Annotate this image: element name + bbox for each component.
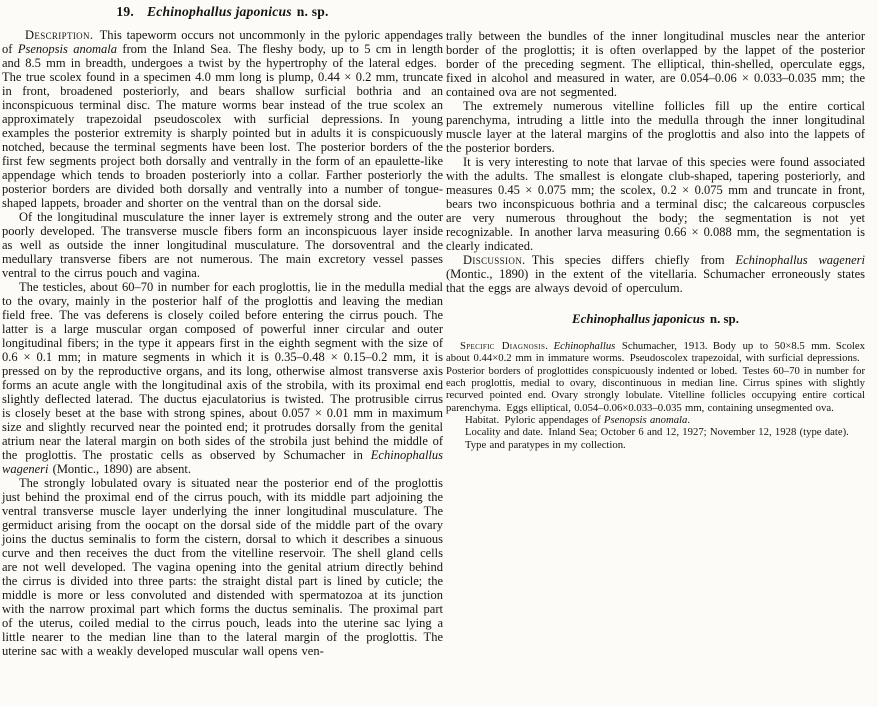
article-title — [2, 3, 443, 20]
paragraph-discussion: Discussion. This species differs chiefly from Echinophallus wageneri (Montic., 1890) in the extent of the vitellaria. Schumacher erroneously states that the eggs are always devoid of operculum. — [446, 253, 865, 295]
paragraph-larvae: It is very interesting to note that larvae of this species were found associated with the adults. The smallest is elongate club-shaped, tapering posteriorly, and measures 0.45 × 0.075 mm; the scolex, 0.2 × 0.075 mm and truncate in front, bears two inconspicuous bothria and a terminal disc; the calcareous corpuscles are very numerous throughout the body; the segmentation is not yet recognizable. In another larva measuring 0.66 × 0.088 mm, the segmentation is clearly indicated. — [446, 155, 865, 253]
paragraph-testicles: The testicles, about 60–70 in number for each proglottis, lie in the medulla medial to the ovary, mainly in the posterior half of the proglottis and leaving the median field free. The vas deferens is closely coiled before entering the cirrus pouch. The latter is a large muscular organ composed of powerful inner circular and outer longitudinal fibers; in the type it appears first in the eighth segment with the size of 0.6 × 0.1 mm; in mature segments in which it is 0.35–0.48 × 0.15–0.2 mm, it is pressed on by the reproductive organs, and its long, otherwise almost transverse axis forms an acute angle with the longitudinal axis of the strobila, with its proximal end slightly deflected laterad. The ductus ejaculatorius is twisted. The protrusible cirrus is closely beset at the base with strong spines, about 0.057 × 0.01 mm in maximum size and slightly recurved near the pointed end; it protrudes dorsally from the genital atrium near the lateral margin on both sides of the strobila just behind the middle of the proglottis. The prostatic cells as observed by Schumacher in Echinophallus wageneri (Montic., 1890) are absent. — [2, 280, 443, 476]
paragraph-continuation: trally between the bundles of the inner longitudinal muscles near the anterior border of the proglottis; it is often overlapped by the lappet of the posterior border of the preceding segment. The elliptical, thin-shelled, operculate eggs, fixed in alcohol and measured in water, are 0.054–0.06 × 0.033–0.035 mm; the contained ova are not segmented. — [446, 29, 865, 99]
paragraph-locality: Locality and date. Inland Sea; October 6 and 12, 1927; November 12, 1928 (type date). — [465, 426, 849, 439]
species-rank: n. sp. — [709, 312, 739, 326]
paragraph-vitelline: The extremely numerous vitelline follicles fill up the entire cortical parenchyma, intruding a little into the medulla through the inner longitudinal muscle layer at the lateral margins of the proglottis and also into the lappets of the posterior borders. — [446, 99, 865, 155]
paragraph-specific-diagnosis: Specific Diagnosis. Echinophallus Schumacher, 1913. Body up to 50×8.5 mm. Scolex about 0.44×0.2 mm in immature worms. Pseudoscolex trapezoidal, with surficial depressions. Posterior borders of proglottides conspicuously indented or lobed. Testes 60–70 in number for each proglottis, medial to ovary, discontinuous in median line. Cirrus spines with slightly recurved pointed end. Ovary strongly lobulate. Vitelline follicles occupying entire cortical parenchyma. Eggs elliptical, 0.054–0.06×0.033–0.035 mm, containing unsegmented ova. — [446, 340, 865, 414]
right-column — [446, 29, 865, 451]
species-name: Echinophallus japonicus — [572, 312, 705, 326]
left-column — [2, 3, 443, 658]
species-rank: n. sp. — [296, 4, 329, 19]
paragraph-description: Description. This tapeworm occurs not uncommonly in the pyloric appendages of Psenopsis anomala from the Inland Sea. The fleshy body, up to 5 cm in length and 8.5 mm in breadth, undergoes a twist by the hypertrophy of the lateral edges. The true scolex found in a specimen 4.0 mm long is plump, 0.44 × 0.2 mm, truncate in front, broadened posteriorly, and bears shallow surficial bothria and an inconspicuous terminal disc. The mature worms bear instead of the true scolex an approximately trapezoidal pseudoscolex with surficial depressions. In young examples the posterior extremity is sharply pointed but in adults it is conspicuously notched, because the terminal segments have been lost. The posterior borders of the first few segments project both dorsally and ventrally in the form of an epaulette-like appendage which tends to broaden posteriorly into a collar. Farther posteriorly the posterior borders are divided both dorsally and ventrally into a number of tongue-shaped lappets, broader and shorter on the ventral than on the dorsal side. — [2, 28, 443, 210]
specific-diagnosis-block — [446, 340, 865, 451]
species-heading — [446, 312, 865, 327]
section-number: 19. — [116, 4, 135, 19]
paragraph-habitat: Habitat. Pyloric appendages of Psenopsis anomala. — [465, 414, 691, 427]
paragraph-ovary: The strongly lobulated ovary is situated near the posterior end of the proglottis just behind the proximal end of the cirrus pouch, with its middle part adjoining the ventral transverse muscle layer underlying the inner longitudinal musculature. The germiduct arising from the oocapt on the dorsal side of the middle part of the ovary joins the ductus seminalis to form the cistern, dorsal to which it describes a sinuous curve and then receives the duct from the vitelline reservoir. The shell gland cells are not well developed. The vagina opening into the genital atrium directly behind the cirrus is divided into three parts: the straight distal part is lined by cuticle; the middle is more or less convoluted and distended with spermatozoa at its junction with the narrow proximal part which forms the ductus seminalis. The proximal part of the uterus, coiled medial to the cirrus pouch, leads into the uterine sac lying a little nearer to the median line than to the lateral margin of the proglottis. The uterine sac with a weakly developed muscular wall opens ven- — [2, 476, 443, 658]
paragraph-types: Type and paratypes in my collection. — [465, 438, 626, 451]
paragraph-musculature: Of the longitudinal musculature the inner layer is extremely strong and the outer poorly developed. The transverse muscle fibers form an inconspicuous layer inside as well as outside the inner longitudinal musculature. The dorsoventral and the medullary transverse fibers are not numerous. The main excretory vessel passes ventral to the cirrus pouch and vagina. — [2, 210, 443, 280]
species-name: Echinophallus japonicus — [147, 4, 292, 19]
